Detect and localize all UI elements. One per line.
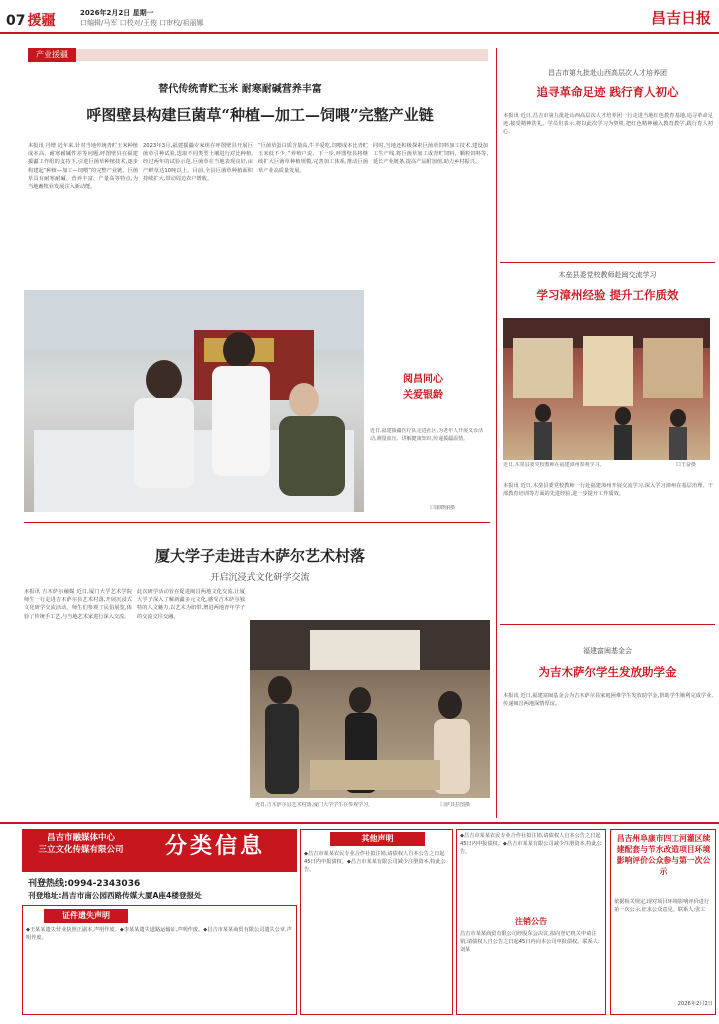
cancel-notice-top: ◆昌吉市某某农民专业合作社拟注销,请债权人自本公告之日起45日内申报债权。◆昌吉市某某有限公司减少注册资本,特此公告。 [460,833,602,855]
party-school-photo [503,318,710,460]
article1-headline: 呼图壁县构建巨菌草“种植—加工—饲喂”完整产业链 [86,106,434,124]
photo1-title: 阅昌同心 关爱银龄 [403,374,443,401]
classified-org: 昌吉市融媒体中心 三立文化传媒有限公司 [38,833,124,855]
article4-body: 本报讯 近日,木垒县委党校教师一行赴福建漳州开展交流学习,深入学习漳州在基层治理、干部教育培训等方面的先进经验,进一步提升工作质效。 [503,483,713,498]
article3-kicker: 昌吉市第九批赴山西高层次人才培养团 [548,69,667,77]
article2-col1: 本报讯 吉木萨尔融媒 近日,厦门大学艺术学院师生一行走进吉木萨尔县艺术村落,开展沉浸式文化研学交流活动。师生们参观了民俗展览,体验了传统手工艺,与当地艺术家进行深入交流。 [24,589,132,620]
article2-headline: 厦大学子走进吉木萨尔艺术村落 [154,547,365,565]
article3-body: 本报讯 近日,昌吉市第九批赴山西高层次人才培养团一行走进当地红色教育基地,追寻革命足迹,接受精神洗礼。学员们表示,将以此次学习为契机,把红色精神融入教育教学,践行育人初心。 [503,113,713,136]
divider-article5 [500,624,715,625]
section-tag-bar [28,49,488,61]
page-number: 07 援疆 [6,13,56,29]
article5-body: 本报讯 近日,福建富闽基金会为吉木萨尔县家庭困难学生发放助学金,帮助学生顺利完成学业,传递闽昌两地深情厚谊。 [503,693,713,708]
photo1-credit: 口康晓丽摄 [430,505,456,511]
cancel-notice-title: 注销公告 [515,917,547,926]
section-tag: 产业援疆 [28,48,76,62]
classified-top-rule [0,822,719,824]
article1-col3: “巨菌草蛋白质含量高,牛羊爱吃,饲喂成本比青贮玉米低不少。”养殖户说。下一步,呼图壁县将继续扩大巨菌草种植规模,完善加工体系,推动巨菌草产业高质量发展。 [258,143,368,174]
classified-title: 分类信息 [164,834,265,859]
article1-kicker: 替代传统青贮玉米 耐寒耐碱营养丰富 [158,84,322,95]
article2-caption: 近日,吉木萨尔县艺术村落,厦门大学学生在参观学习。 [255,802,374,808]
newspaper-logo: 昌吉日报 [650,9,711,27]
lost-notice-title: 证件遗失声明 [62,911,110,920]
article4-kicker: 木垒县委党校教师赴闽交流学习 [558,271,657,279]
cancel-notice-body: 昌吉市某某商贸有限公司经股东会决议,拟向登记机关申请注销,请债权人自公告之日起45日内向本公司申报债权。联系人:刘某 [460,931,600,953]
article3-headline: 追寻革命足迹 践行育人初心 [536,85,679,99]
classified-phone: 刊登热线:0994-2343036 [28,879,141,889]
env-notice-title: 昌吉州阜康市四工河灌区续建配套与节水改造项目环境影响评价公众参与第一次公示 [616,834,711,876]
article4-credit: 口王奋摄 [676,462,697,468]
article5-kicker: 福建富闽基金会 [583,647,632,655]
article2-subhead: 开启沉浸式文化研学交流 [210,573,310,583]
lost-notice-body: ◆王某某遗失营业执照正副本,声明作废。◆李某某遗失道路运输证,声明作废。◆昌吉市某某商贸有限公司遗失公章,声明作废。 [26,927,292,941]
masthead [0,0,719,34]
article1-col4: 同时,当地还积极探索巨菌草饲料加工技术,建设加工生产线,将巨菌草加工成青贮饲料、颗粒饲料等,延长产业链条,提高产品附加值,助力乡村振兴。 [373,143,488,166]
photo1-caption: 近日,福建援疆医疗队走进社区,为老年人开展义诊活动,测量血压、讲解健康知识,传递援疆温情。 [370,428,484,442]
right-column-rule [496,48,497,818]
env-notice-body: 依据相关规定,现对项目环境影响评价进行第一次公示,征求公众意见。联系人:张工 [614,899,710,913]
other-notice-title: 其他声明 [361,834,394,843]
env-notice-date: 2026年2月2日 [677,1001,713,1007]
article4-headline: 学习漳州经验 提升工作质效 [536,288,679,302]
article2-credit: 口萨其拉图摄 [440,802,471,808]
article1-col1: 本报讯 丹增 近年来,针对当地传统青贮玉米种植成本高、耐寒耐碱性差等问题,呼图壁县在福建援疆工作组的支持下,引进巨菌草种植技术,逐步构建起“种植—加工—饲喂”的完整产业链。巨菌草具有耐寒耐碱、营养丰富、产量高等特点,为当地畜牧业发展注入新动能。 [28,143,138,191]
article2-col2: 此次研学活动旨在促进闽昌两地文化交流,让厦大学子深入了解新疆多元文化,感受吉木萨尔独特的人文魅力,以艺术为纽带,增进两地青年学子的交流交往交融。 [137,589,245,620]
article5-headline: 为吉木萨尔学生发放助学金 [538,665,677,679]
classified-address: 刊登地址:昌吉市南公园西路传媒大厦A座4楼登报处 [28,891,202,900]
students-photo [250,620,490,798]
article1-col2: 2023年3月,福建援疆专家组在呼图壁县开展巨菌草引种试验,选取不同类型土壤进行对比种植,经过两年的试验示范,巨菌草在当地表现良好,亩产鲜草达10吨以上。目前,全县巨菌草种植面积持续扩大,带动周边农户增收。 [143,143,253,182]
other-notice-body: ◆昌吉市某某农民专业合作社拟注销,请债权人自本公告之日起45日内申报债权。◆昌吉市某某有限公司减少注册资本,特此公告。 [304,851,446,873]
elderly-care-photo [24,290,364,512]
divider-article4 [500,262,715,263]
divider-article2 [24,522,490,523]
date-line: 2026年2月2日 星期一 口编辑/马军 口校对/王俊 口审校/祖丽娜 [80,9,204,27]
article4-caption: 近日,木垒县委党校教师在福建漳州参观学习。 [503,462,605,468]
